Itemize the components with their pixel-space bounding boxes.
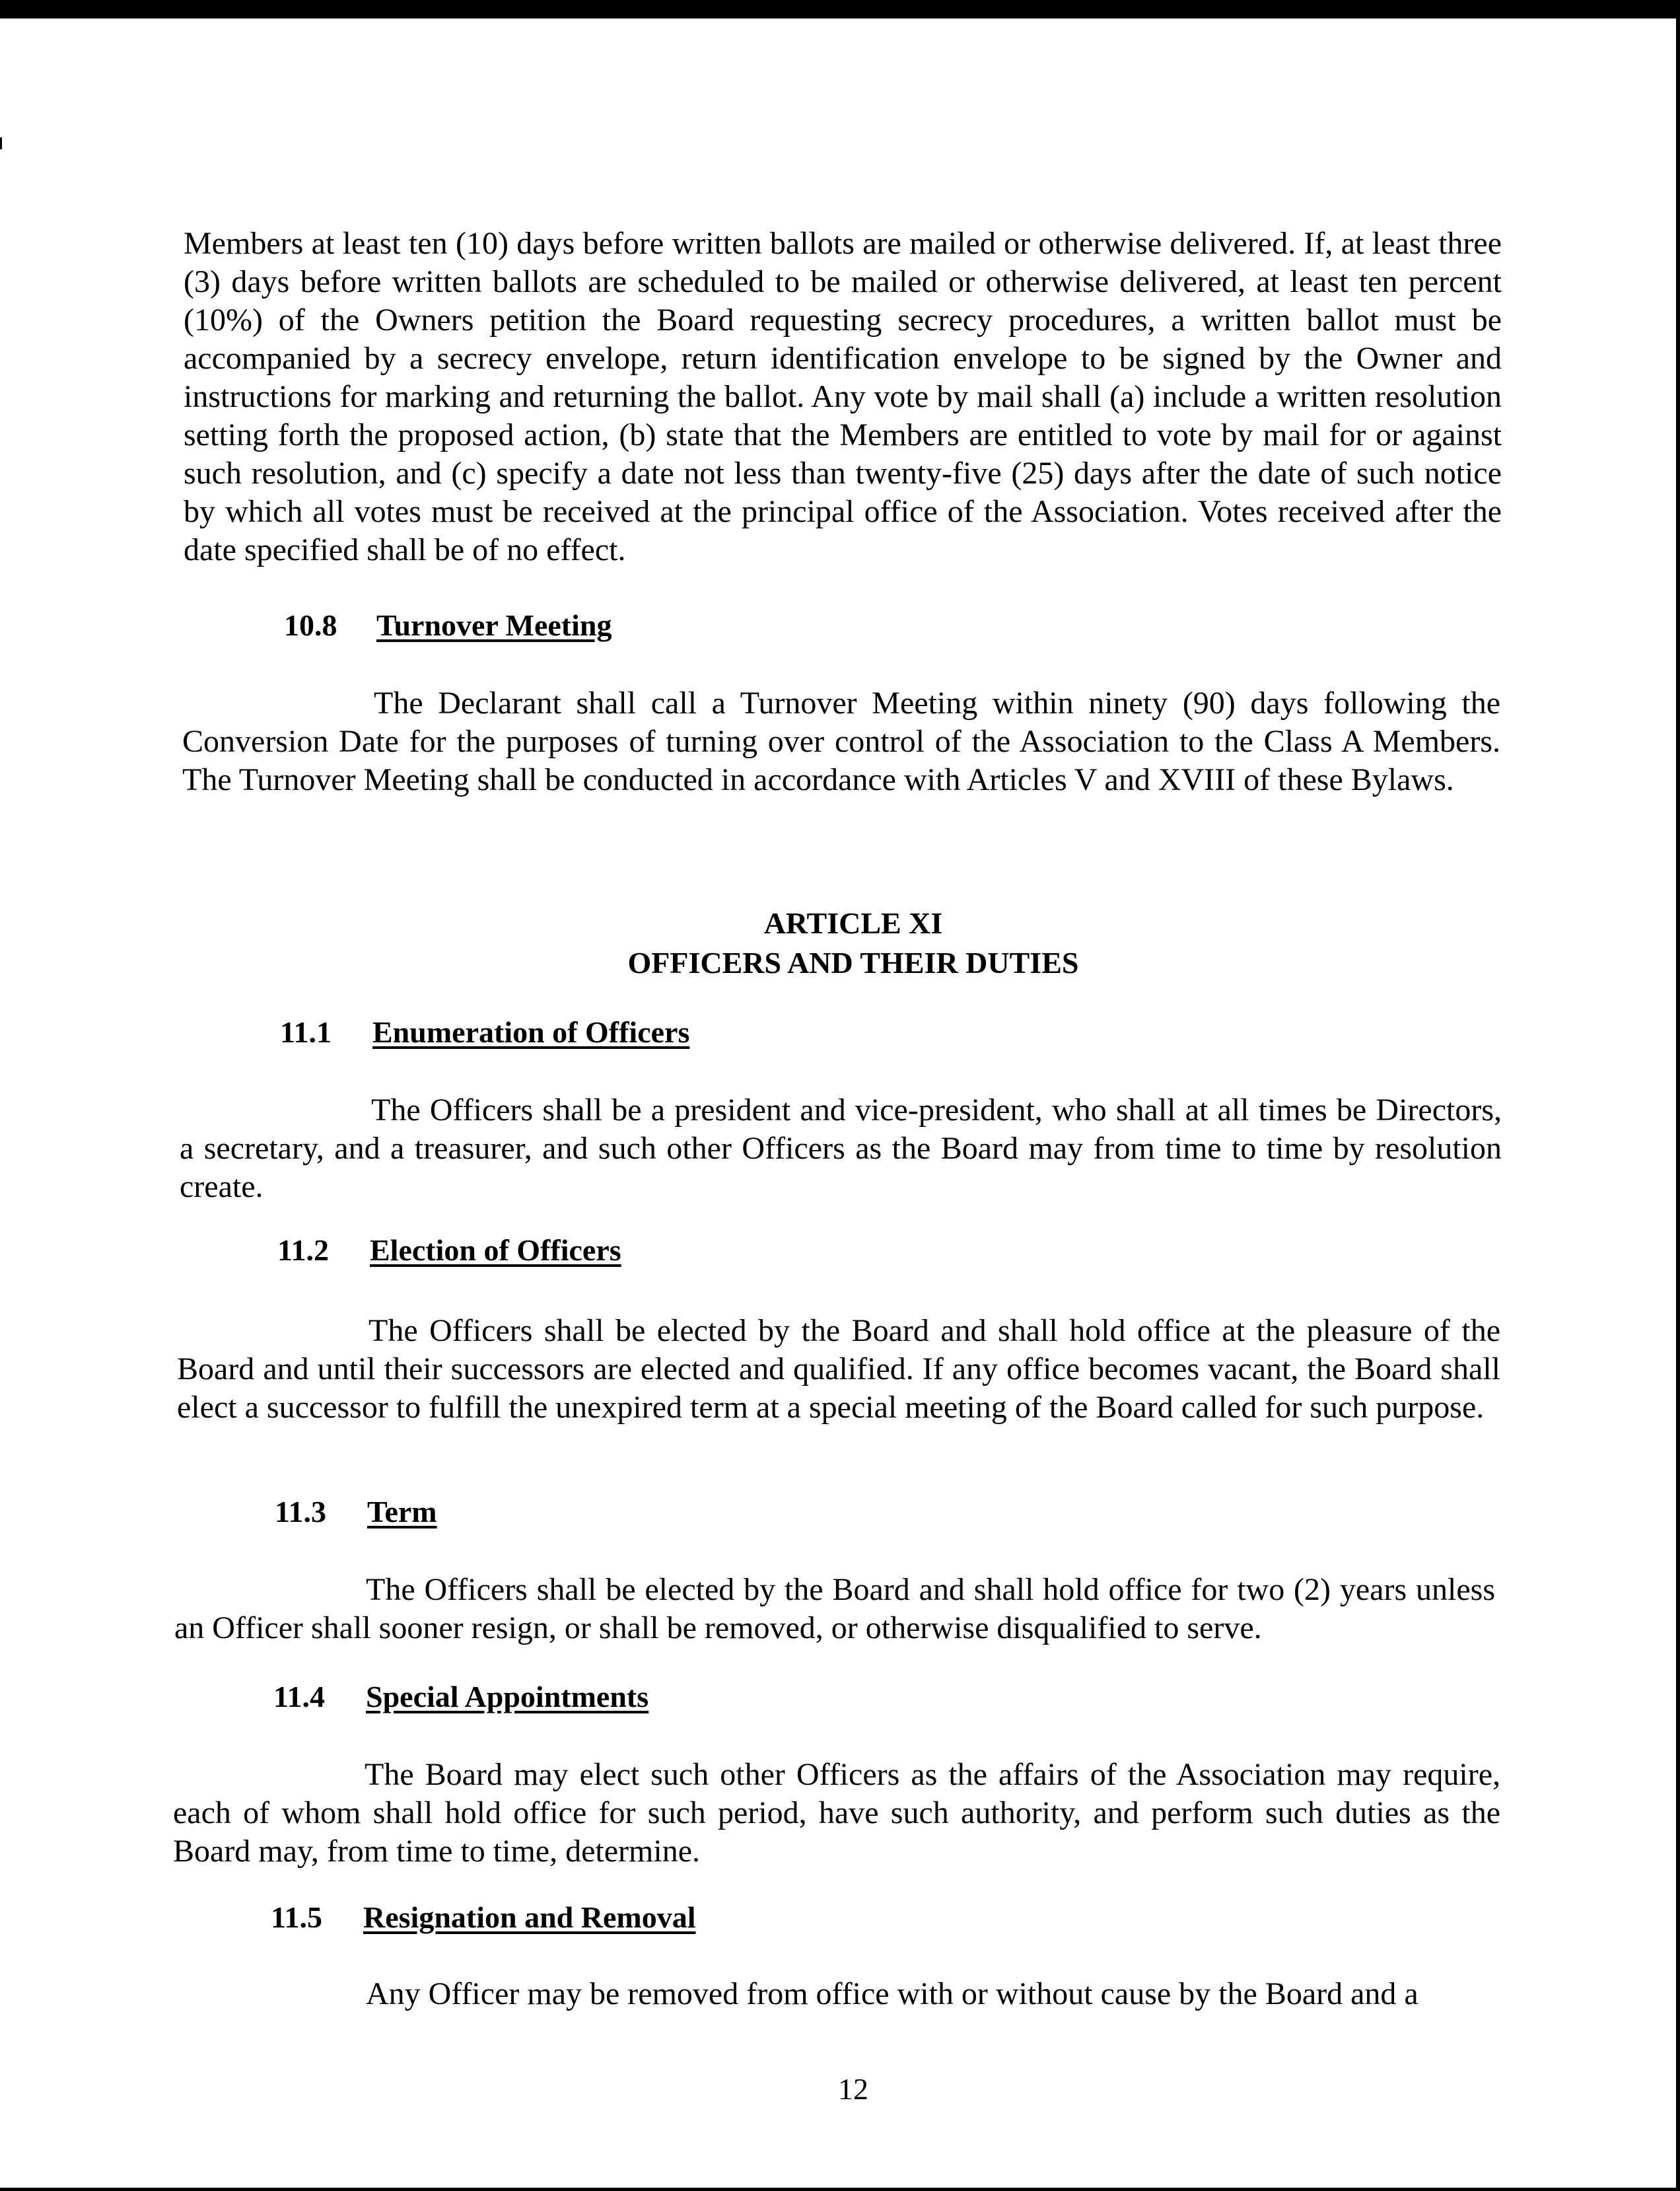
article-number: ARTICLE XI <box>763 906 943 940</box>
section-number: 11.3 <box>275 1495 326 1528</box>
section-heading-10-8 <box>284 606 612 645</box>
section-heading-11-1 <box>280 1013 689 1052</box>
section-heading-11-4 <box>273 1678 648 1716</box>
section-number: 11.5 <box>271 1900 322 1934</box>
scan-bottom-border <box>0 2188 1680 2191</box>
special-appointments-paragraph <box>173 1756 1500 1871</box>
section-title: Turnover Meeting <box>376 608 612 642</box>
term-text: The Officers shall be elected by the Board and shall hold office for two (2) years unless an Officer shall sooner resign, or shall be removed, or otherwise disqualified to serve. <box>174 1572 1495 1645</box>
scan-left-mark <box>0 137 2 149</box>
turnover-paragraph <box>182 684 1500 799</box>
scan-right-border <box>1676 0 1680 2191</box>
enumeration-paragraph <box>180 1091 1502 1206</box>
section-heading-11-2 <box>277 1231 621 1270</box>
section-title: Enumeration of Officers <box>372 1015 690 1049</box>
term-paragraph <box>174 1571 1495 1647</box>
page-number: 12 <box>838 2072 868 2106</box>
section-heading-11-3 <box>275 1493 437 1531</box>
election-text: The Officers shall be elected by the Board and shall hold office at the pleasure of the Board and until their successors are elected and qualified. If any office becomes vacant, the Board shall elect a successor to fulfill the unexpired term at a special meeting of the Board called for such purpose. <box>177 1313 1500 1425</box>
section-number: 11.4 <box>273 1680 325 1713</box>
section-title: Term <box>367 1495 437 1528</box>
section-title: Special Appointments <box>366 1680 649 1713</box>
election-paragraph <box>177 1312 1500 1427</box>
resignation-paragraph: Any Officer may be removed from office with or without cause by the Board and a <box>366 1976 1418 2011</box>
special-appointments-text: The Board may elect such other Officers as the affairs of the Association may require, each of whom shall hold office for such period, have such authority, and perform such duties as the Board may, from time to time, determine. <box>173 1757 1500 1869</box>
article-title: OFFICERS AND THEIR DUTIES <box>627 946 1079 980</box>
enumeration-text: The Officers shall be a president and vice-president, who shall at all times be Directors, a secretary, and a treasurer, and such other Officers as the Board may from time to time by resolution create. <box>180 1093 1502 1204</box>
scan-top-border <box>0 0 1680 18</box>
section-heading-11-5 <box>271 1898 695 1937</box>
turnover-text: The Declarant shall call a Turnover Meeting within ninety (90) days following the Conversion Date for the purposes of turning over control of the Association to the Class A Members. The Turnover Meeting shall be conducted in accordance with Articles V and XVIII of these Bylaws. <box>182 686 1500 797</box>
section-number: 11.1 <box>280 1015 332 1049</box>
section-number: 10.8 <box>284 608 337 642</box>
continuation-paragraph: Members at least ten (10) days before written ballots are mailed or otherwise delivered. If, at least three (3) days before written ballots are scheduled to be mailed or otherwise delivered, at least ten percent (10%) of the Owners petition the Board requesting secrecy procedures, a written ballot must be accompanied by a secrecy envelope, return identification envelope to be signed by the Owner and instructions for marking and returning the ballot. Any vote by mail shall (a) include a written resolution setting forth the proposed action, (b) state that the Members are entitled to vote by mail for or against such resolution, and (c) specify a date not less than twenty-five (25) days after the date of such notice by which all votes must be received at the principal office of the Association. Votes received after the date specified shall be of no effect. <box>184 226 1502 567</box>
section-number: 11.2 <box>277 1233 329 1267</box>
section-title: Resignation and Removal <box>363 1900 696 1934</box>
section-title: Election of Officers <box>370 1233 621 1267</box>
